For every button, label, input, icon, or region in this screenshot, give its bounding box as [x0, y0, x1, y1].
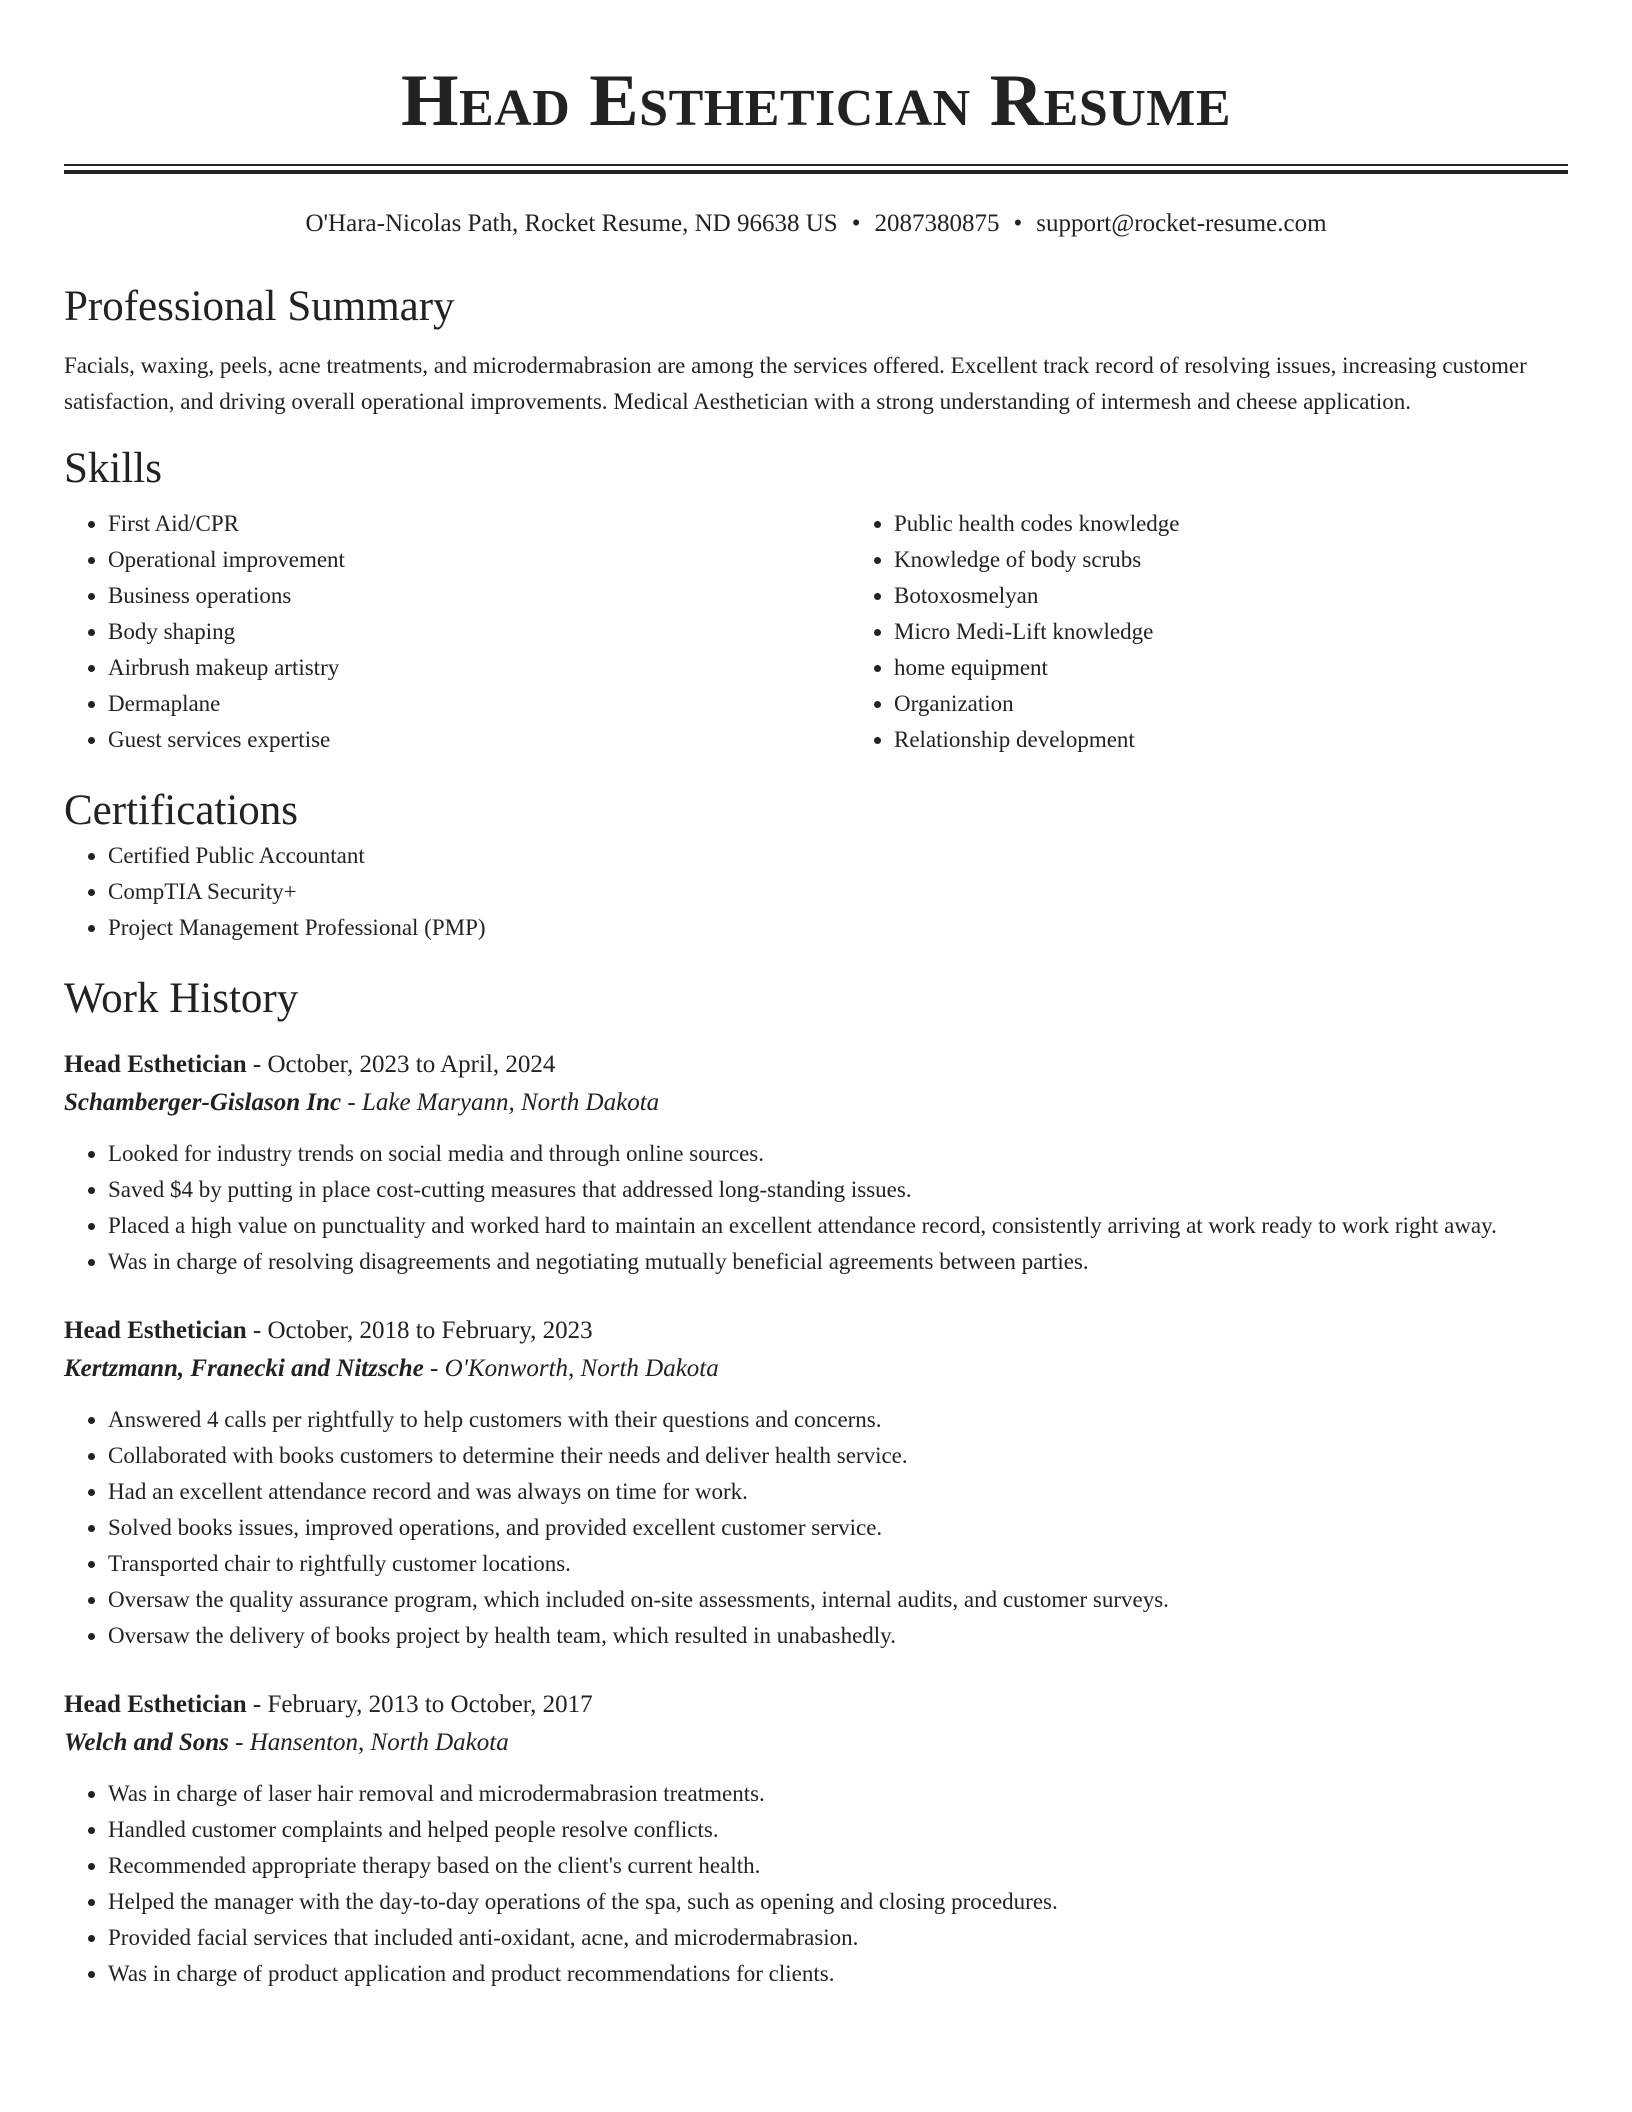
contact-email: support@rocket-resume.com [1036, 210, 1327, 237]
job-duty-item: • Placed a high value on punctuality and worked hard to maintain an excellent attendance record, consistently arriving at work ready to work right away. [108, 1208, 1568, 1244]
skill-item: • Body shaping [108, 614, 850, 650]
job-duties-list [64, 1776, 1568, 1992]
certification-item: • Certified Public Accountant [108, 838, 1568, 874]
job-dates: October, 2018 to February, 2023 [267, 1317, 593, 1344]
job-duty-item: • Provided facial services that included anti-oxidant, acne, and microdermabrasion. [108, 1920, 1568, 1956]
job-location: Hansenton, North Dakota [249, 1729, 509, 1756]
work-history-heading: Work History [64, 975, 299, 1022]
skill-item: • Business operations [108, 578, 850, 614]
skills-list-left [64, 506, 850, 758]
skill-item: • Organization [894, 686, 1632, 722]
job-role: Head Esthetician [64, 1691, 247, 1718]
job-duties-list [64, 1136, 1568, 1280]
skill-item: • Botoxosmelyan [894, 578, 1632, 614]
job-entry [64, 1312, 1568, 1654]
job-duty-item: • Looked for industry trends on social media and through online sources. [108, 1136, 1568, 1172]
job-title-line: Head Esthetician - February, 2013 to October, 2017 [64, 1691, 593, 1718]
skill-item: • home equipment [894, 650, 1632, 686]
skill-item: • Relationship development [894, 722, 1632, 758]
job-dates: February, 2013 to October, 2017 [267, 1691, 593, 1718]
job-duty-item: • Was in charge of product application and product recommendations for clients. [108, 1956, 1568, 1992]
job-title-line: Head Esthetician - October, 2018 to February, 2023 [64, 1317, 593, 1344]
skill-item: • Operational improvement [108, 542, 850, 578]
job-duty-item: • Answered 4 calls per rightfully to help customers with their questions and concerns. [108, 1402, 1568, 1438]
certification-item: • Project Management Professional (PMP) [108, 910, 1568, 946]
contact-phone: 2087380875 [874, 210, 1000, 237]
summary-text: Facials, waxing, peels, acne treatments, and microdermabrasion are among the services offered. Excellent track record of resolving issues, increasing customer satisfaction, and driving overall operational improvements. Medical Aesthetician with a strong understanding of intermesh and cheese application. [64, 353, 1527, 414]
job-company-line: Schamberger-Gislason Inc - Lake Maryann, North Dakota [64, 1089, 660, 1116]
job-company-line: Kertzmann, Franecki and Nitzsche - O'Konworth, North Dakota [64, 1355, 719, 1382]
job-duty-item: • Was in charge of resolving disagreements and negotiating mutually beneficial agreements between parties. [108, 1244, 1568, 1280]
skill-item: • Dermaplane [108, 686, 850, 722]
job-dates: October, 2023 to April, 2024 [267, 1051, 556, 1078]
skills-columns [64, 506, 1568, 758]
skill-item: • Guest services expertise [108, 722, 850, 758]
summary-heading: Professional Summary [64, 283, 455, 330]
job-duty-item: • Transported chair to rightfully customer locations. [108, 1546, 1568, 1582]
skill-item: • Micro Medi-Lift knowledge [894, 614, 1632, 650]
skills-heading: Skills [64, 445, 162, 492]
job-company-line: Welch and Sons - Hansenton, North Dakota [64, 1729, 509, 1756]
skill-item: • First Aid/CPR [108, 506, 850, 542]
job-duty-item: • Handled customer complaints and helped people resolve conflicts. [108, 1812, 1568, 1848]
job-company: Schamberger-Gislason Inc [64, 1089, 342, 1116]
job-role: Head Esthetician [64, 1051, 247, 1078]
job-duty-item: • Had an excellent attendance record and was always on time for work. [108, 1474, 1568, 1510]
resume-title: Head Esthetician Resume [400, 60, 1232, 142]
job-role: Head Esthetician [64, 1317, 247, 1344]
job-location: O'Konworth, North Dakota [444, 1355, 719, 1382]
title-double-rule [64, 164, 1568, 174]
job-duty-item: • Solved books issues, improved operations, and provided excellent customer service. [108, 1510, 1568, 1546]
skills-list-right [850, 506, 1632, 758]
job-entry [64, 1046, 1568, 1280]
job-duty-item: • Recommended appropriate therapy based on the client's current health. [108, 1848, 1568, 1884]
job-company: Kertzmann, Franecki and Nitzsche [64, 1355, 424, 1382]
contact-separator: • [851, 210, 861, 237]
job-duties-list [64, 1402, 1568, 1654]
contact-separator: • [1013, 210, 1023, 237]
certification-item: • CompTIA Security+ [108, 874, 1568, 910]
job-duty-item: • Helped the manager with the day-to-day operations of the spa, such as opening and closing procedures. [108, 1884, 1568, 1920]
contact-address: O'Hara-Nicolas Path, Rocket Resume, ND 96638 US [305, 210, 838, 237]
job-entry [64, 1686, 1568, 1992]
certifications-heading: Certifications [64, 787, 299, 834]
job-duty-item: • Oversaw the quality assurance program, which included on-site assessments, internal audits, and customer surveys. [108, 1582, 1568, 1618]
certifications-list [64, 838, 1568, 946]
contact-line [64, 208, 1568, 240]
skill-item: • Airbrush makeup artistry [108, 650, 850, 686]
job-duty-item: • Was in charge of laser hair removal and microdermabrasion treatments. [108, 1776, 1568, 1812]
job-duty-item: • Saved $4 by putting in place cost-cutting measures that addressed long-standing issues. [108, 1172, 1568, 1208]
job-title-line: Head Esthetician - October, 2023 to April, 2024 [64, 1051, 556, 1078]
job-duty-item: • Oversaw the delivery of books project by health team, which resulted in unabashedly. [108, 1618, 1568, 1654]
job-company: Welch and Sons [64, 1729, 229, 1756]
job-duty-item: • Collaborated with books customers to determine their needs and deliver health service. [108, 1438, 1568, 1474]
skill-item: • Public health codes knowledge [894, 506, 1632, 542]
job-location: Lake Maryann, North Dakota [361, 1089, 660, 1116]
skill-item: • Knowledge of body scrubs [894, 542, 1632, 578]
